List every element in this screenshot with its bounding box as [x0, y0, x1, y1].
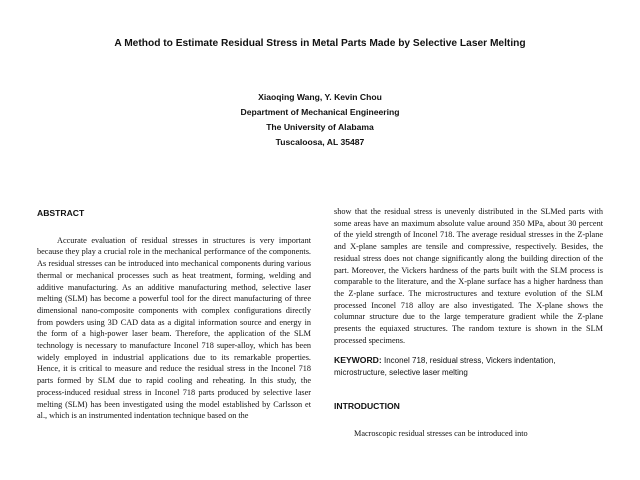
- location: Tuscaloosa, AL 35487: [275, 137, 365, 147]
- keywords-label: KEYWORD:: [334, 355, 382, 366]
- abstract-heading: ABSTRACT: [37, 208, 85, 218]
- introduction-text: Macroscopic residual stresses can be introduced into: [354, 429, 528, 439]
- left-column: [37, 206, 311, 422]
- abstract-continued-text: show that the residual stress is unevenly distributed in the SLMed parts with some areas have an maximum absolute value around 350 MPa, about 30 percent of the yield strength of Inconel 718. The average residual stresses in the Z-plane and X-plane samples are tensile and compressive, respectively. Besides, the residual stress does not change significantly along the building direction of the part. Moreover, the Vickers hardness of the parts built with the SLM process is comparable to the literature, and the X-plane surface has a higher hardness than the Z-plane surface. The microstructures and texture evolution of the SLM processed Inconel 718 alloy are also investigated. The X-plane shows the columnar structure due to the large temperature gradient while the Z-plane presents the equiaxed structures. The random texture is shown in the SLM processed specimens.: [334, 207, 603, 345]
- right-column: [334, 206, 603, 440]
- keywords-text: Inconel 718, residual stress, Vickers indentation, microstructure, selective laser melting: [334, 356, 556, 377]
- paper-title: A Method to Estimate Residual Stress in Metal Parts Made by Selective Laser Melting: [114, 38, 526, 49]
- author-names: Xiaoqing Wang, Y. Kevin Chou: [258, 92, 382, 102]
- introduction-heading: INTRODUCTION: [334, 401, 400, 412]
- abstract-text: Accurate evaluation of residual stresses in structures is very important because they play a crucial role in the mechanical performance of the components. As residual stresses can be introduced into mechanical components during various thermal or mechanical processes such as heat treatment, forming, welding and additive manufacturing. As an additive manufacturing method, selective laser melting (SLM) has become a powerful tool for the direct manufacturing of three dimensional nano-composite components with complex configurations directly from powders using 3D CAD data as a digital information source and energy in the form of a high-power laser beam. Therefore, the application of the SLM technology is necessary to manufacture Inconel 718 super-alloy, which has been widely employed in industrial applications due to its remarkable properties. Hence, it is critical to measure and reduce the residual stress in the Inconel 718 parts formed by SLM due to rapid cooling and reheating. In this study, the process-induced residual stress in Inconel 718 parts produced by selective laser melting (SLM) has been investigated using the model established by Carlsson et al., which is an instrumented indentation technique based on the: [37, 235, 311, 421]
- keywords: [334, 355, 603, 378]
- university: The University of Alabama: [266, 122, 374, 132]
- department: Department of Mechanical Engineering: [240, 107, 400, 117]
- introduction-section: [334, 401, 603, 439]
- author-block: [0, 90, 640, 150]
